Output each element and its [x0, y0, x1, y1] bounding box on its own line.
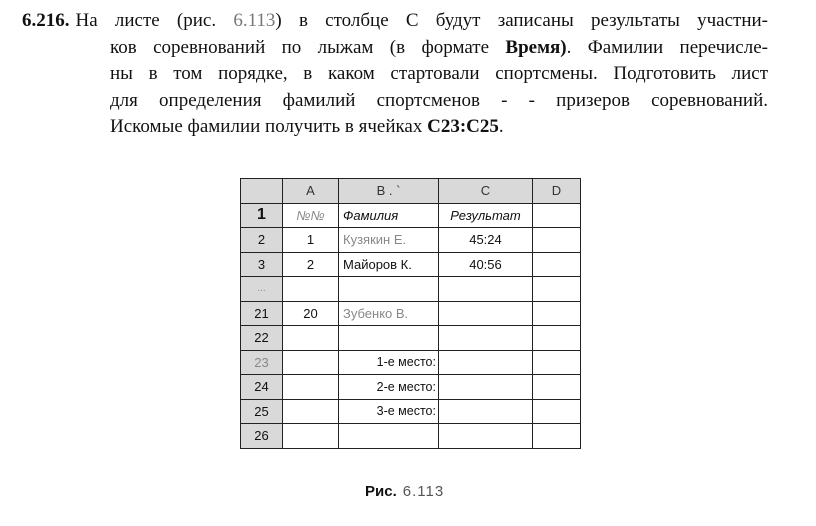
cell — [533, 277, 581, 302]
row-header: 21 — [241, 301, 283, 326]
cell — [439, 350, 533, 375]
cell — [533, 326, 581, 351]
place-label: 2-е место: — [339, 375, 439, 400]
caption-label: Рис. — [365, 483, 397, 500]
table-row — [241, 203, 581, 228]
column-header-a: A — [283, 179, 339, 204]
cell — [533, 228, 581, 253]
row-header: 22 — [241, 326, 283, 351]
cell — [339, 326, 439, 351]
cell: 20 — [283, 301, 339, 326]
problem-text: . — [498, 116, 504, 137]
cell — [339, 424, 439, 449]
format-name: Время) — [505, 36, 567, 58]
problem-line-3: ны в том порядке, в каком стартовали спортсмены. Подготовить лист — [110, 63, 768, 84]
column-header-c: C — [439, 179, 533, 204]
cell — [439, 301, 533, 326]
cell — [283, 399, 339, 424]
cell — [283, 375, 339, 400]
place-label: 3-е место: — [339, 399, 439, 424]
place-label: 1-е место: — [339, 350, 439, 375]
column-header-b: B . ` — [339, 179, 439, 204]
problem-text: . Фамилии перечисле- — [566, 36, 768, 58]
problem-number: 6.216. — [22, 10, 70, 31]
cell — [533, 203, 581, 228]
row-header: 25 — [241, 399, 283, 424]
cell: 40:56 — [439, 252, 533, 277]
row-header: 26 — [241, 424, 283, 449]
problem-text: На листе (рис. — [75, 10, 234, 31]
caption-number: 6.113 — [402, 483, 445, 500]
cell — [283, 350, 339, 375]
cell — [439, 424, 533, 449]
figure-caption — [365, 483, 444, 500]
cell — [439, 375, 533, 400]
cell: 45:24 — [439, 228, 533, 253]
table-row — [241, 277, 581, 302]
cell: Фамилия — [339, 203, 439, 228]
cell — [533, 350, 581, 375]
cell — [533, 424, 581, 449]
problem-line-1 — [22, 8, 768, 35]
cell: Результат — [439, 203, 533, 228]
row-header: ... — [241, 277, 283, 302]
cell — [533, 399, 581, 424]
cell — [533, 252, 581, 277]
cell — [533, 375, 581, 400]
cell — [283, 326, 339, 351]
row-header: 24 — [241, 375, 283, 400]
cell — [283, 424, 339, 449]
problem-line-4: для определения фамилий спортсменов - - призеров соревнований. — [110, 89, 768, 111]
table-row — [241, 326, 581, 351]
problem-text: ) в столбце С будут записаны результаты участни- — [275, 10, 768, 31]
column-header-row — [241, 179, 581, 204]
table-row — [241, 301, 581, 326]
problem-text: ков соревнований по лыжам (в формате — [110, 36, 506, 58]
row-header: 1 — [241, 203, 283, 228]
cell: Зубенко В. — [339, 301, 439, 326]
cell — [439, 399, 533, 424]
figure-reference: 6.113 — [233, 10, 276, 31]
problem-line-2 — [22, 35, 768, 62]
table-row — [241, 375, 581, 400]
cell — [283, 277, 339, 302]
table-row — [241, 252, 581, 277]
cell — [439, 326, 533, 351]
cell: Кузякин Е. — [339, 228, 439, 253]
column-header-d: D — [533, 179, 581, 204]
spreadsheet — [240, 178, 581, 449]
corner-cell — [241, 179, 283, 204]
table-row — [241, 228, 581, 253]
table-row — [241, 350, 581, 375]
problem-text: Искомые фамилии получить в ячейках — [110, 116, 428, 137]
cell — [339, 277, 439, 302]
cell — [533, 301, 581, 326]
problem-statement — [22, 8, 768, 141]
cell: Майоров К. — [339, 252, 439, 277]
target-cells: С23:С25 — [427, 116, 499, 137]
row-header: 3 — [241, 252, 283, 277]
cell: №№ — [283, 203, 339, 228]
cell: 1 — [283, 228, 339, 253]
row-header: 23 — [241, 350, 283, 375]
problem-line-5 — [22, 114, 768, 141]
cell — [439, 277, 533, 302]
table-row — [241, 399, 581, 424]
table-row — [241, 424, 581, 449]
cell: 2 — [283, 252, 339, 277]
row-header: 2 — [241, 228, 283, 253]
